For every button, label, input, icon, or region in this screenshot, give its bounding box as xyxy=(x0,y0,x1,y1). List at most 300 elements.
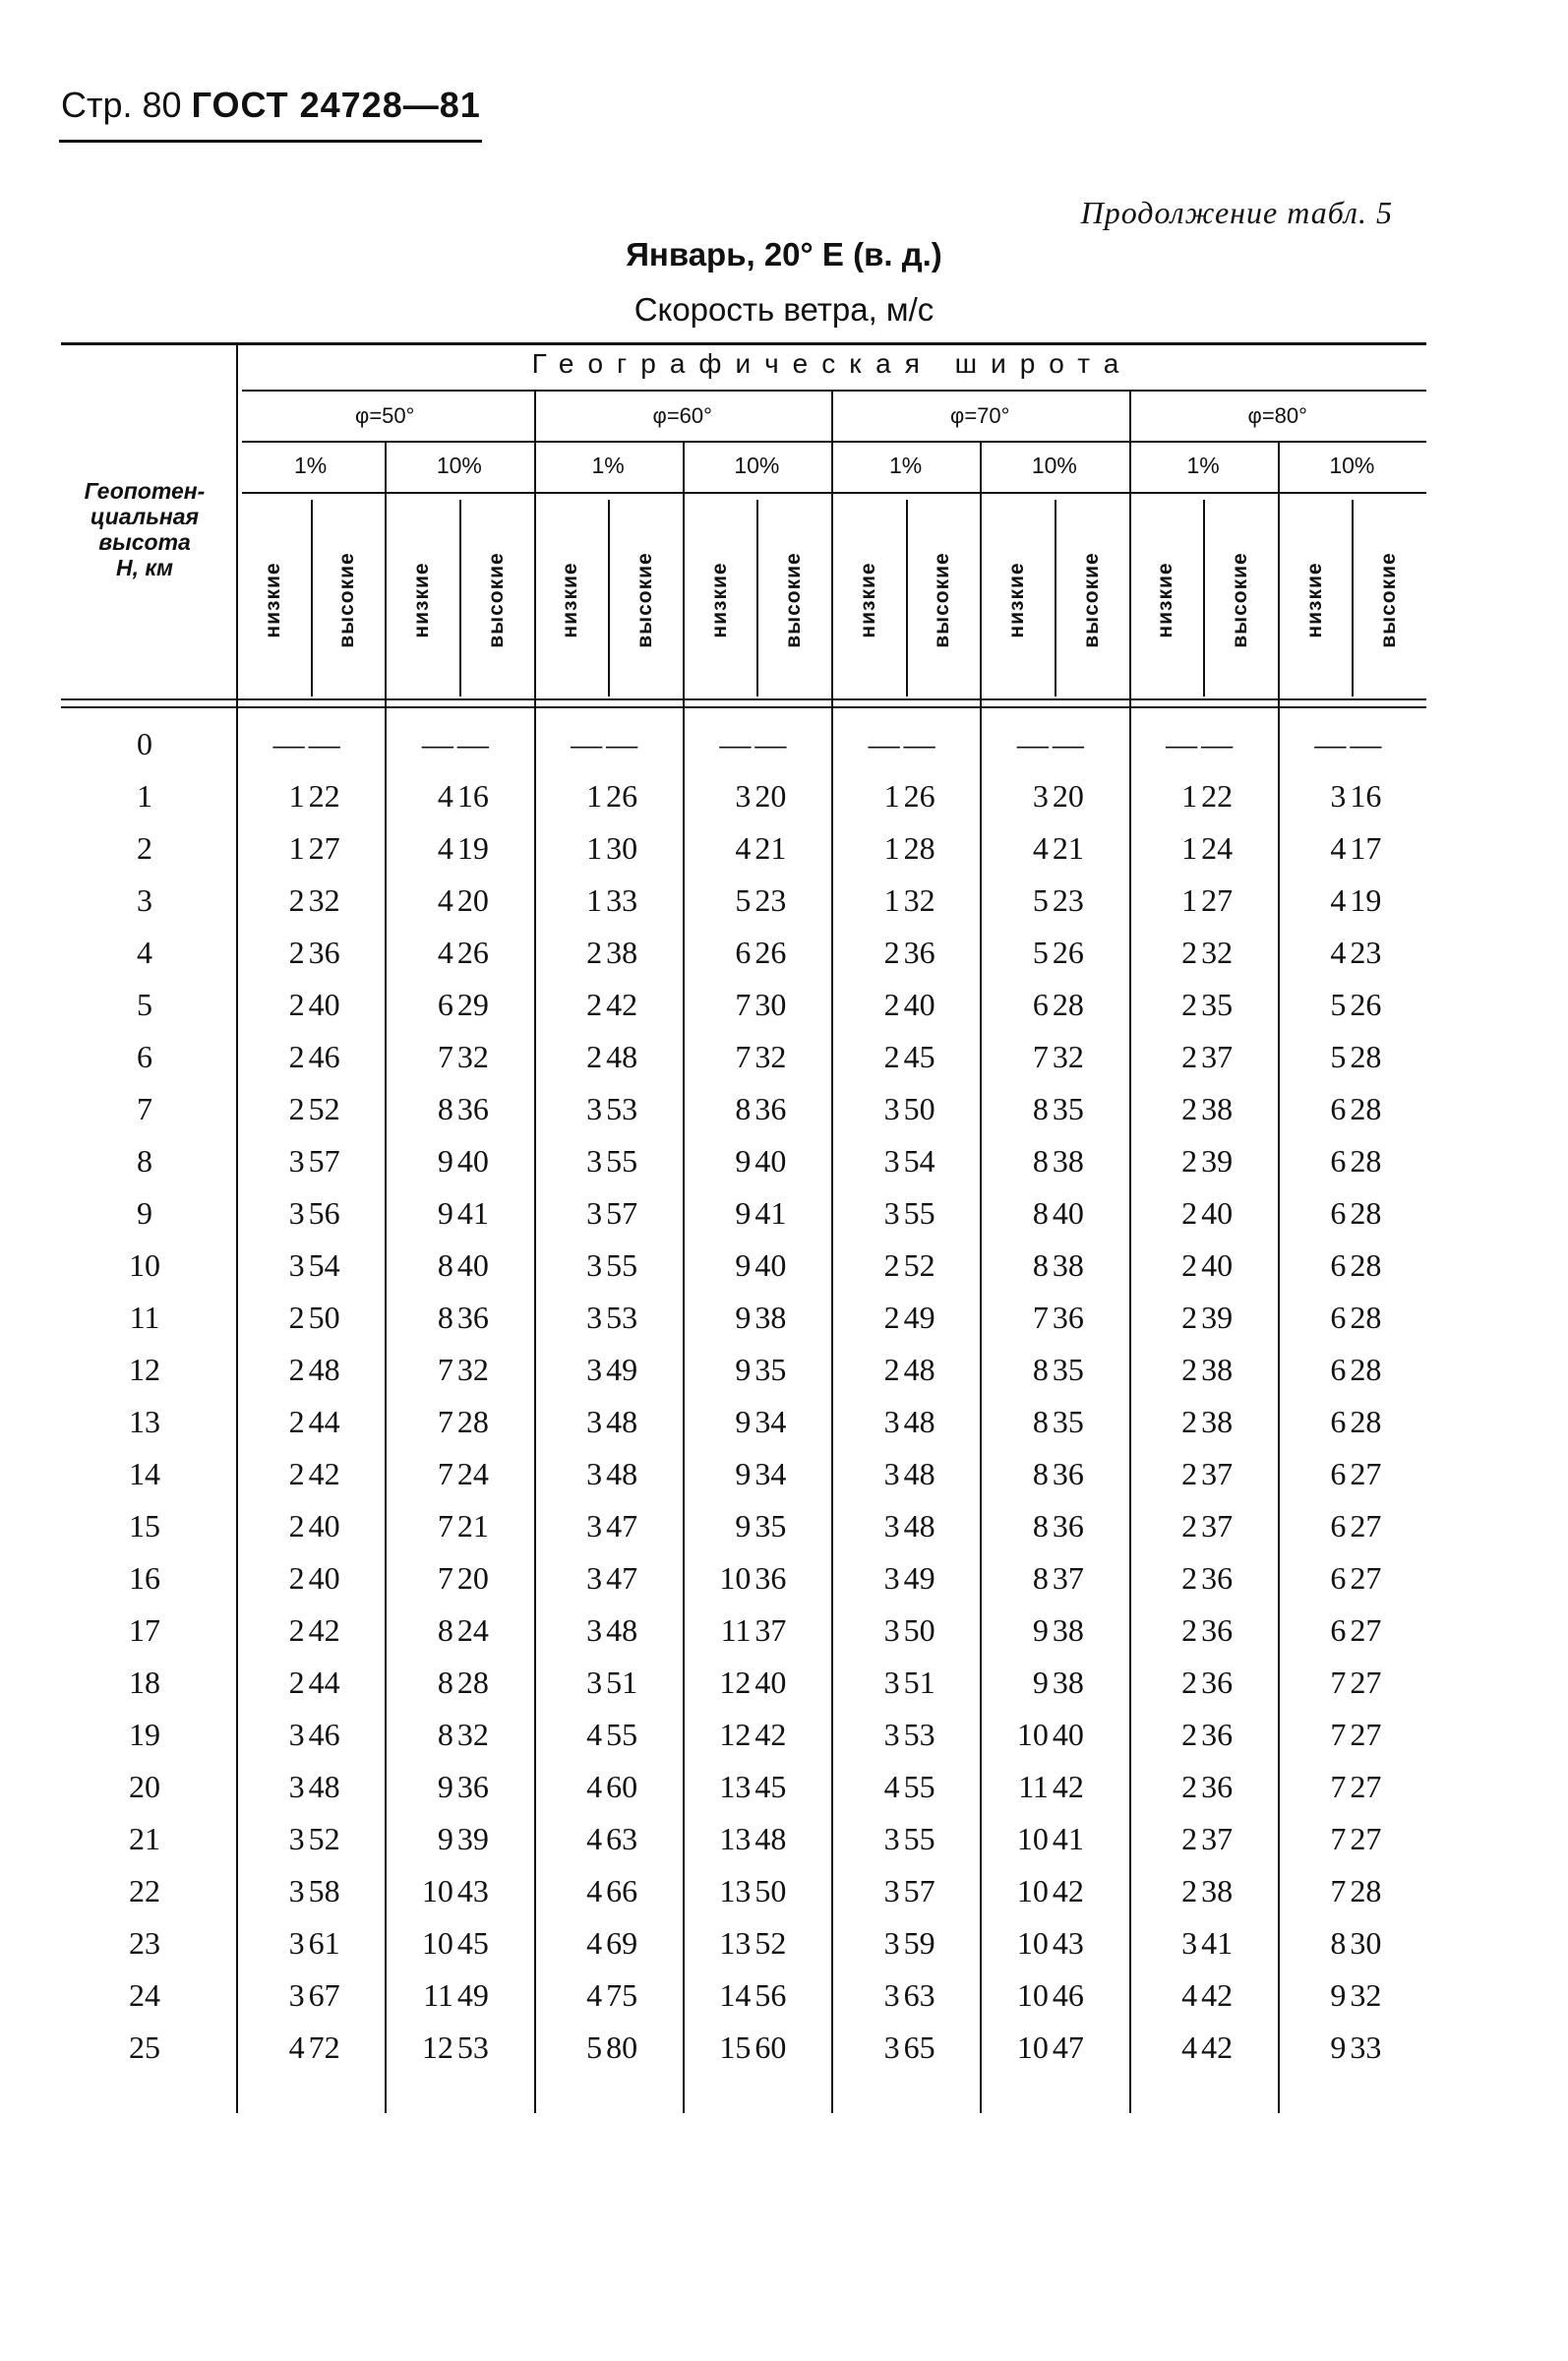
low-value: 3 xyxy=(883,1717,900,1752)
low-value: 8 xyxy=(1032,1091,1049,1126)
high-value: 20 xyxy=(1052,778,1084,814)
low-value: 9 xyxy=(1032,1612,1049,1648)
high-value: 39 xyxy=(1201,1143,1234,1179)
high-value: 26 xyxy=(754,935,787,970)
high-value: 23 xyxy=(1052,882,1084,918)
low-value: 1 xyxy=(1181,882,1198,918)
high-value: 36 xyxy=(1052,1300,1084,1335)
low-value: 7 xyxy=(437,1508,453,1544)
geo-title-rule xyxy=(242,390,1426,392)
high-value: 55 xyxy=(903,1821,935,1856)
low-value: 2 xyxy=(1181,1873,1198,1908)
high-value: 36 xyxy=(308,935,340,970)
high-value: 21 xyxy=(456,1508,489,1544)
low-value: 2 xyxy=(883,1039,900,1074)
low-value: 4 xyxy=(437,882,453,918)
high-value: 37 xyxy=(754,1612,787,1648)
high-value: 33 xyxy=(1350,2029,1382,2065)
high-value: 40 xyxy=(308,1560,340,1596)
high-value: 16 xyxy=(1350,778,1382,814)
high-value: 26 xyxy=(1052,935,1084,970)
low-value: 5 xyxy=(1032,935,1049,970)
low-value: 3 xyxy=(883,1091,900,1126)
high-value: 27 xyxy=(1350,1665,1382,1700)
high-value: 36 xyxy=(1052,1508,1084,1544)
low-value: 2 xyxy=(1181,1665,1198,1700)
high-value: — xyxy=(308,726,340,761)
low-value: — xyxy=(719,726,752,761)
high-value: 44 xyxy=(308,1665,340,1700)
low-value: 3 xyxy=(586,1195,603,1231)
high-value: 38 xyxy=(1201,1873,1234,1908)
low-value: 2 xyxy=(1181,1821,1198,1856)
low-value: 11 xyxy=(1018,1769,1049,1804)
table-subtitle: Скорость ветра, м/с xyxy=(633,291,935,328)
low-value: — xyxy=(868,726,900,761)
high-value: 38 xyxy=(1052,1612,1084,1648)
column-divider xyxy=(385,441,387,2113)
low-value: 2 xyxy=(883,1247,900,1283)
high-value: — xyxy=(456,726,489,761)
high-value: 36 xyxy=(1201,1665,1234,1700)
height-value: 5 xyxy=(137,987,152,1022)
high-value: 48 xyxy=(606,1404,638,1439)
high-value: 42 xyxy=(606,987,638,1022)
high-value: 58 xyxy=(308,1873,340,1908)
high-value: 35 xyxy=(1052,1352,1084,1387)
high-value: 48 xyxy=(754,1821,787,1856)
low-value: 6 xyxy=(1330,1560,1347,1596)
header-rule xyxy=(59,140,482,143)
high-value: — xyxy=(1350,726,1382,761)
high-value: 45 xyxy=(456,1925,489,1961)
low-value: 5 xyxy=(1330,987,1347,1022)
low-value: 10 xyxy=(1016,1977,1049,2013)
high-value: 47 xyxy=(606,1508,638,1544)
low-value: 6 xyxy=(1330,1247,1347,1283)
low-value: 4 xyxy=(1181,1977,1198,2013)
high-value: 51 xyxy=(606,1665,638,1700)
high-value: 47 xyxy=(606,1560,638,1596)
low-value: 6 xyxy=(735,935,752,970)
column-divider xyxy=(683,441,685,2113)
low-value: 1 xyxy=(1181,778,1198,814)
high-value: 32 xyxy=(456,1352,489,1387)
high-value: 21 xyxy=(754,830,787,866)
low-value: 3 xyxy=(586,1404,603,1439)
high-value: 37 xyxy=(1052,1560,1084,1596)
high-value: 54 xyxy=(308,1247,340,1283)
percent-header: 10% xyxy=(734,453,780,478)
low-value: 5 xyxy=(1032,882,1049,918)
height-value: 25 xyxy=(129,2029,160,2065)
low-value: 7 xyxy=(735,1039,752,1074)
high-value: 20 xyxy=(456,1560,489,1596)
low-value: 9 xyxy=(735,1352,752,1387)
column-divider xyxy=(756,500,758,696)
high-value: 36 xyxy=(456,1769,489,1804)
low-value: 3 xyxy=(883,1873,900,1908)
high-value: 50 xyxy=(308,1300,340,1335)
height-value: 13 xyxy=(129,1404,160,1439)
high-value: 48 xyxy=(308,1352,340,1387)
low-value: 2 xyxy=(1181,935,1198,970)
low-value: 2 xyxy=(1181,1508,1198,1544)
low-value: — xyxy=(421,726,453,761)
low-value: 2 xyxy=(1181,1769,1198,1804)
low-value: 3 xyxy=(288,1247,305,1283)
high-value: 49 xyxy=(456,1977,489,2013)
low-value: 4 xyxy=(586,1821,603,1856)
high-value: 20 xyxy=(754,778,787,814)
low-value: 9 xyxy=(1032,1665,1049,1700)
low-value: 13 xyxy=(719,1769,752,1804)
high-value: 32 xyxy=(308,882,340,918)
percent-header: 10% xyxy=(1031,453,1077,478)
height-value: 7 xyxy=(137,1091,152,1126)
low-value: 8 xyxy=(437,1247,453,1283)
low-value: 1 xyxy=(288,778,305,814)
low-value: 9 xyxy=(735,1195,752,1231)
low-value: 3 xyxy=(586,1612,603,1648)
high-value: 28 xyxy=(1350,1404,1382,1439)
low-value: 8 xyxy=(437,1665,453,1700)
high-value: 40 xyxy=(754,1143,787,1179)
high-value: 27 xyxy=(1350,1456,1382,1491)
low-value: 15 xyxy=(719,2029,752,2065)
height-header-line: высота xyxy=(98,529,191,555)
low-value: 4 xyxy=(1032,830,1049,866)
high-value: 49 xyxy=(606,1352,638,1387)
low-value: 4 xyxy=(735,830,752,866)
high-value: 55 xyxy=(606,1247,638,1283)
sub-column-header: высокие xyxy=(1377,552,1401,648)
low-value: 10 xyxy=(1016,2029,1049,2065)
low-value: 3 xyxy=(883,1925,900,1961)
high-value: 55 xyxy=(903,1195,935,1231)
high-value: 40 xyxy=(308,987,340,1022)
low-value: 3 xyxy=(288,1821,305,1856)
low-value: 6 xyxy=(1330,1195,1347,1231)
high-value: 49 xyxy=(903,1300,935,1335)
high-value: 35 xyxy=(754,1508,787,1544)
high-value: 24 xyxy=(456,1612,489,1648)
table-top-rule xyxy=(61,342,1426,345)
high-value: 27 xyxy=(1350,1508,1382,1544)
low-value: 5 xyxy=(1330,1039,1347,1074)
high-value: 55 xyxy=(903,1769,935,1804)
low-value: — xyxy=(1166,726,1198,761)
low-value: 6 xyxy=(1330,1404,1347,1439)
sub-column-header: высокие xyxy=(484,552,508,648)
low-value: 6 xyxy=(1330,1508,1347,1544)
high-value: 41 xyxy=(456,1195,489,1231)
low-value: 2 xyxy=(288,882,305,918)
column-divider xyxy=(311,500,313,696)
sub-column-header: высокие xyxy=(335,552,359,648)
high-value: 43 xyxy=(456,1873,489,1908)
low-value: 8 xyxy=(437,1091,453,1126)
low-value: 2 xyxy=(1181,1091,1198,1126)
high-value: 55 xyxy=(606,1717,638,1752)
sub-column-header: низкие xyxy=(707,562,731,638)
low-value: 11 xyxy=(720,1612,752,1648)
low-value: 7 xyxy=(437,1404,453,1439)
high-value: 34 xyxy=(754,1456,787,1491)
high-value: 48 xyxy=(903,1352,935,1387)
table-title: Январь, 20° E (в. д.) xyxy=(626,236,942,272)
low-value: 9 xyxy=(437,1195,453,1231)
low-value: 3 xyxy=(288,1769,305,1804)
low-value: 10 xyxy=(1016,1873,1049,1908)
height-value: 12 xyxy=(129,1352,160,1387)
high-value: 30 xyxy=(754,987,787,1022)
high-value: 28 xyxy=(1350,1300,1382,1335)
low-value: 3 xyxy=(288,1717,305,1752)
high-value: 32 xyxy=(456,1039,489,1074)
high-value: 48 xyxy=(606,1612,638,1648)
low-value: 3 xyxy=(586,1508,603,1544)
low-value: 3 xyxy=(883,1560,900,1596)
low-value: 7 xyxy=(735,987,752,1022)
low-value: 7 xyxy=(1330,1821,1347,1856)
high-value: 42 xyxy=(1201,1977,1234,2013)
height-column-header xyxy=(61,478,228,580)
high-value: 28 xyxy=(1350,1143,1382,1179)
height-header-line: циальная xyxy=(90,504,200,529)
height-value: 8 xyxy=(137,1143,152,1179)
low-value: 8 xyxy=(1330,1925,1347,1961)
low-value: 4 xyxy=(586,1717,603,1752)
low-value: 2 xyxy=(586,1039,603,1074)
height-value: 19 xyxy=(129,1717,160,1752)
high-value: 26 xyxy=(903,778,935,814)
low-value: 4 xyxy=(1330,882,1347,918)
low-value: 3 xyxy=(883,1821,900,1856)
high-value: 36 xyxy=(903,935,935,970)
high-value: 38 xyxy=(1201,1352,1234,1387)
sub-column-header: высокие xyxy=(931,552,954,648)
low-value: 10 xyxy=(1016,1925,1049,1961)
high-value: 19 xyxy=(1350,882,1382,918)
low-value: 2 xyxy=(1181,1247,1198,1283)
low-value: 2 xyxy=(586,935,603,970)
column-divider xyxy=(1278,441,1280,2113)
height-value: 24 xyxy=(129,1977,160,2013)
low-value: 6 xyxy=(1330,1456,1347,1491)
high-value: 36 xyxy=(754,1560,787,1596)
low-value: 13 xyxy=(719,1821,752,1856)
high-value: 32 xyxy=(1350,1977,1382,2013)
high-value: 40 xyxy=(1201,1195,1234,1231)
low-value: 13 xyxy=(719,1873,752,1908)
low-value: 14 xyxy=(719,1977,752,2013)
low-value: 5 xyxy=(735,882,752,918)
high-value: 32 xyxy=(903,882,935,918)
low-value: 1 xyxy=(586,830,603,866)
low-value: 2 xyxy=(288,987,305,1022)
high-value: 57 xyxy=(308,1143,340,1179)
percent-header: 1% xyxy=(591,453,625,478)
high-value: 28 xyxy=(456,1665,489,1700)
high-value: 37 xyxy=(1201,1508,1234,1544)
high-value: 56 xyxy=(754,1977,787,2013)
high-value: 41 xyxy=(1201,1925,1234,1961)
low-value: 7 xyxy=(437,1456,453,1491)
high-value: 40 xyxy=(456,1247,489,1283)
low-value: 3 xyxy=(883,1665,900,1700)
sub-column-header: низкие xyxy=(856,562,879,638)
low-value: 3 xyxy=(288,1873,305,1908)
low-value: 1 xyxy=(586,778,603,814)
low-value: 2 xyxy=(1181,1404,1198,1439)
column-divider xyxy=(1352,500,1354,696)
high-value: 36 xyxy=(1201,1612,1234,1648)
high-value: — xyxy=(903,726,935,761)
low-value: 7 xyxy=(437,1352,453,1387)
height-value: 21 xyxy=(129,1821,160,1856)
height-value: 18 xyxy=(129,1665,160,1700)
high-value: 40 xyxy=(754,1665,787,1700)
high-value: 57 xyxy=(606,1195,638,1231)
low-value: 7 xyxy=(437,1560,453,1596)
low-value: 4 xyxy=(1181,2029,1198,2065)
low-value: 7 xyxy=(1330,1665,1347,1700)
high-value: 50 xyxy=(903,1612,935,1648)
low-value: 2 xyxy=(288,1352,305,1387)
high-value: 24 xyxy=(456,1456,489,1491)
low-value: 1 xyxy=(1181,830,1198,866)
low-value: 3 xyxy=(1032,778,1049,814)
low-value: 5 xyxy=(586,2029,603,2065)
column-divider xyxy=(608,500,610,696)
column-divider xyxy=(1129,390,1131,2113)
low-value: 2 xyxy=(1181,1717,1198,1752)
low-value: 3 xyxy=(586,1247,603,1283)
low-value: — xyxy=(272,726,305,761)
height-value: 14 xyxy=(129,1456,160,1491)
high-value: 52 xyxy=(308,1091,340,1126)
high-value: 39 xyxy=(1201,1300,1234,1335)
high-value: 49 xyxy=(903,1560,935,1596)
high-value: 52 xyxy=(308,1821,340,1856)
low-value: 2 xyxy=(288,1508,305,1544)
low-value: 6 xyxy=(1330,1143,1347,1179)
low-value: 4 xyxy=(288,2029,305,2065)
high-value: 53 xyxy=(903,1717,935,1752)
height-value: 10 xyxy=(129,1247,160,1283)
high-value: 40 xyxy=(308,1508,340,1544)
high-value: 38 xyxy=(1201,1404,1234,1439)
high-value: 32 xyxy=(1201,935,1234,970)
low-value: 2 xyxy=(288,935,305,970)
high-value: 37 xyxy=(1201,1039,1234,1074)
high-value: 36 xyxy=(754,1091,787,1126)
high-value: 27 xyxy=(1350,1769,1382,1804)
low-value: 3 xyxy=(883,1404,900,1439)
low-value: 7 xyxy=(1032,1300,1049,1335)
high-value: 40 xyxy=(1201,1247,1234,1283)
high-value: 42 xyxy=(308,1612,340,1648)
high-value: 36 xyxy=(1201,1769,1234,1804)
high-value: 46 xyxy=(308,1717,340,1752)
height-value: 16 xyxy=(129,1560,160,1596)
high-value: 38 xyxy=(606,935,638,970)
high-value: 50 xyxy=(903,1091,935,1126)
high-value: 63 xyxy=(903,1977,935,2013)
low-value: 1 xyxy=(586,882,603,918)
low-value: 9 xyxy=(437,1143,453,1179)
high-value: 36 xyxy=(1201,1560,1234,1596)
high-value: 55 xyxy=(606,1143,638,1179)
high-value: 42 xyxy=(754,1717,787,1752)
height-value: 23 xyxy=(129,1925,160,1961)
column-divider xyxy=(980,441,982,2113)
low-value: 4 xyxy=(437,830,453,866)
low-value: 3 xyxy=(586,1352,603,1387)
high-value: 28 xyxy=(1350,1195,1382,1231)
high-value: 38 xyxy=(1052,1665,1084,1700)
high-value: 48 xyxy=(308,1769,340,1804)
high-value: 47 xyxy=(1052,2029,1084,2065)
low-value: 12 xyxy=(719,1665,752,1700)
high-value: 28 xyxy=(1350,1873,1382,1908)
low-value: 9 xyxy=(437,1821,453,1856)
low-value: 2 xyxy=(883,935,900,970)
low-value: 8 xyxy=(1032,1247,1049,1283)
header-bottom-rule xyxy=(61,706,1426,708)
low-value: 4 xyxy=(437,935,453,970)
low-value: 8 xyxy=(1032,1195,1049,1231)
low-value: 9 xyxy=(735,1404,752,1439)
sub-column-header: высокие xyxy=(1079,552,1103,648)
low-value: 3 xyxy=(883,1195,900,1231)
low-value: 1 xyxy=(883,778,900,814)
low-value: 10 xyxy=(1016,1717,1049,1752)
height-header-line: H, км xyxy=(115,555,174,580)
low-value: 10 xyxy=(421,1873,453,1908)
high-value: 40 xyxy=(1052,1195,1084,1231)
high-value: 36 xyxy=(1052,1456,1084,1491)
low-value: 6 xyxy=(1330,1352,1347,1387)
height-header-line: Геопотен- xyxy=(84,478,206,504)
column-divider xyxy=(1055,500,1056,696)
low-value: 11 xyxy=(423,1977,453,2013)
high-value: 23 xyxy=(754,882,787,918)
low-value: — xyxy=(1314,726,1347,761)
low-value: 3 xyxy=(586,1091,603,1126)
column-divider xyxy=(906,500,908,696)
low-value: 4 xyxy=(1330,935,1347,970)
low-value: 9 xyxy=(735,1247,752,1283)
low-value: 7 xyxy=(1330,1873,1347,1908)
low-value: 8 xyxy=(1032,1560,1049,1596)
high-value: — xyxy=(606,726,638,761)
low-value: 2 xyxy=(1181,1143,1198,1179)
high-value: 28 xyxy=(1350,1091,1382,1126)
high-value: 54 xyxy=(903,1143,935,1179)
high-value: 27 xyxy=(308,830,340,866)
high-value: 48 xyxy=(606,1456,638,1491)
high-value: 35 xyxy=(1052,1091,1084,1126)
header-bottom-rule xyxy=(61,698,1426,700)
low-value: 10 xyxy=(719,1560,752,1596)
high-value: 45 xyxy=(903,1039,935,1074)
column-divider xyxy=(831,390,833,2113)
percent-header: 1% xyxy=(889,453,923,478)
low-value: 4 xyxy=(586,1977,603,2013)
sub-column-header: высокие xyxy=(633,552,656,648)
